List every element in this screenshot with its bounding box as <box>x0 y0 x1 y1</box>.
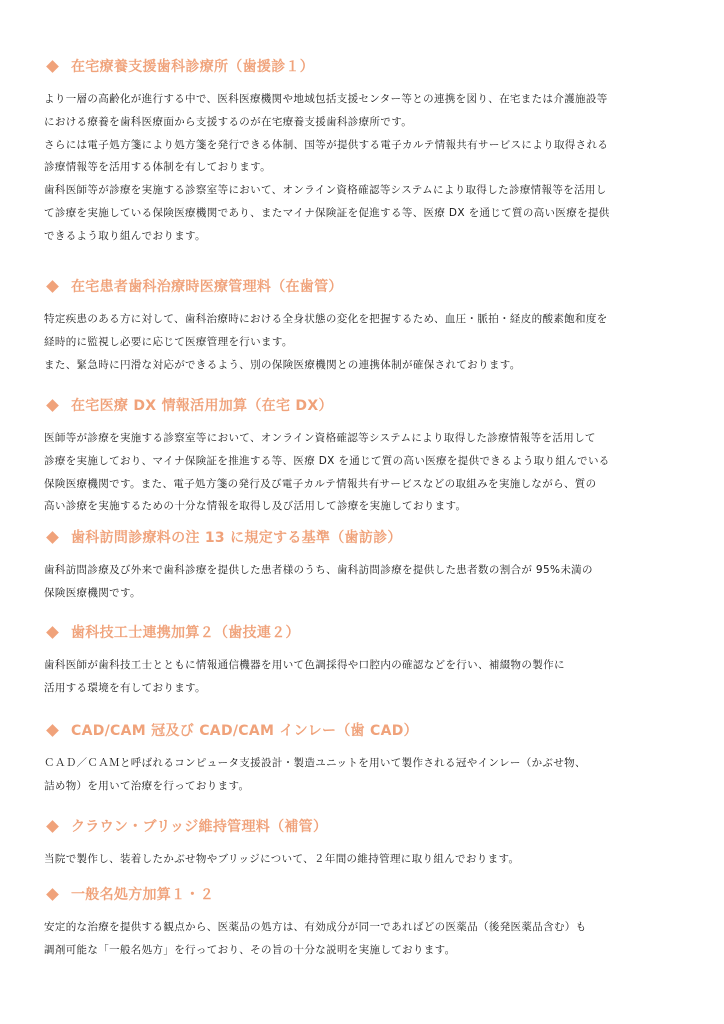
body-line: 診療情報等を活用する体制を有しております。 <box>44 161 272 174</box>
diamond-bullet-icon <box>46 399 59 412</box>
body-line: 当院で製作し、装着したかぶせ物やブリッジについて、２年間の維持管理に取り組んでおります。 <box>44 853 520 865</box>
body-line: さらには電子処方箋により処方箋を発行できる体制、国等が提供する電子カルテ情報共有サービスにより取得される <box>44 138 609 151</box>
body-line: 保険医療機関です。また、電子処方箋の発行及び電子カルテ情報共有サービスなどの取組みを実施しながら、質の <box>44 477 597 490</box>
section-body <box>44 916 684 962</box>
section-body <box>44 427 684 518</box>
section-shihoushin <box>44 525 684 605</box>
section-heading <box>44 525 684 549</box>
section-heading-text: 在宅療養支援歯科診療所（歯援診１） <box>71 59 315 75</box>
section-shien-shika <box>44 54 684 248</box>
body-line: て診療を実施している保険医療機関であり、またマイナ保険証を促進する等、医療 DX を通じて質の高い医療を提供 <box>44 206 610 219</box>
body-line: 医師等が診療を実施する診察室等において、オンライン資格確認等システムにより取得した診療情報等を活用して <box>44 432 596 444</box>
diamond-bullet-icon <box>46 626 59 639</box>
section-heading <box>44 718 684 742</box>
diamond-bullet-icon <box>46 724 59 737</box>
section-heading-text: 歯科技工士連携加算２（歯技連２） <box>71 625 300 641</box>
body-line: における療養を歯科医療面から支援するのが在宅療養支援歯科診療所です。 <box>44 115 413 128</box>
section-body <box>44 654 684 700</box>
body-line: 経時的に監視し必要に応じて医療管理を行います。 <box>44 335 293 348</box>
body-line: より一層の高齢化が進行する中で、医科医療機関や地域包括支援センター等との連携を図り、在宅または介護施設等 <box>44 93 608 105</box>
section-shi-cad <box>44 718 684 798</box>
section-heading-text: 在宅患者歯科治療時医療管理料（在歯管） <box>71 279 343 295</box>
diamond-bullet-icon <box>46 820 59 833</box>
body-line: 調剤可能な「一般名処方」を行っており、その旨の十分な説明を実施しております。 <box>44 943 456 956</box>
section-heading <box>44 274 684 298</box>
body-line: 詰め物）を用いて治療を行っております。 <box>44 779 250 792</box>
section-shigiren <box>44 620 684 700</box>
body-line: 活用する環境を有しております。 <box>44 681 206 694</box>
body-line: 歯科医師等が診療を実施する診察室等において、オンライン資格確認等システムにより取得した診療情報等を活用し <box>44 184 607 197</box>
section-heading <box>44 620 684 644</box>
section-heading <box>44 54 684 78</box>
diamond-bullet-icon <box>46 888 59 901</box>
section-body <box>44 308 684 376</box>
body-line: できるよう取り組んでおります。 <box>44 229 206 242</box>
section-ippanmei-shohou <box>44 882 684 962</box>
diamond-bullet-icon <box>46 280 59 293</box>
section-heading-text: 歯科訪問診療料の注 13 に規定する基準（歯訪診） <box>71 530 402 546</box>
section-zaitaku-dx <box>44 393 684 518</box>
body-line: 歯科訪問診療及び外来で歯科診療を提供した患者様のうち、歯科訪問診療を提供した患者数の割合が 95%未満の <box>44 564 593 576</box>
body-line: ＣＡＤ／ＣＡＭと呼ばれるコンピュータ支援設計・製造ユニットを用いて製作される冠やインレー（かぶせ物、 <box>44 757 586 769</box>
body-line: 歯科医師が歯科技工士とともに情報通信機器を用いて色調採得や口腔内の確認などを行い、補綴物の製作に <box>44 659 565 671</box>
section-heading <box>44 814 684 838</box>
body-line: 特定疾患のある方に対して、歯科治療時における全身状態の変化を把握するため、血圧・脈拍・経皮的酸素飽和度を <box>44 313 608 325</box>
section-heading-text: CAD/CAM 冠及び CAD/CAM インレー（歯 CAD） <box>71 723 418 739</box>
body-line: また、緊急時に円滑な対応ができるよう、別の保険医療機関との連携体制が確保されております。 <box>44 358 521 371</box>
section-zaishikan <box>44 274 684 376</box>
section-body <box>44 848 684 871</box>
section-heading-text: 一般名処方加算１・２ <box>71 887 214 903</box>
body-line: 高い診療を実施するための十分な情報を取得し及び活用して診療を実施しております。 <box>44 500 467 513</box>
diamond-bullet-icon <box>46 531 59 544</box>
body-line: 診療を実施しており、マイナ保険証を推進する等、医療 DX を通じて質の高い医療を提供できるよう取り組んでいる <box>44 454 610 467</box>
section-heading-text: クラウン・ブリッジ維持管理料（補管） <box>71 819 328 835</box>
body-line: 保険医療機関です。 <box>44 586 141 599</box>
section-body <box>44 88 684 248</box>
section-heading <box>44 882 684 906</box>
section-body <box>44 559 684 605</box>
diamond-bullet-icon <box>46 60 59 73</box>
section-body <box>44 752 684 798</box>
section-heading-text: 在宅医療 DX 情報活用加算（在宅 DX） <box>71 398 333 414</box>
section-heading <box>44 393 684 417</box>
body-line: 安定的な治療を提供する観点から、医薬品の処方は、有効成分が同一であればどの医薬品（後発医薬品含む）も <box>44 921 587 933</box>
section-hokan <box>44 814 684 871</box>
